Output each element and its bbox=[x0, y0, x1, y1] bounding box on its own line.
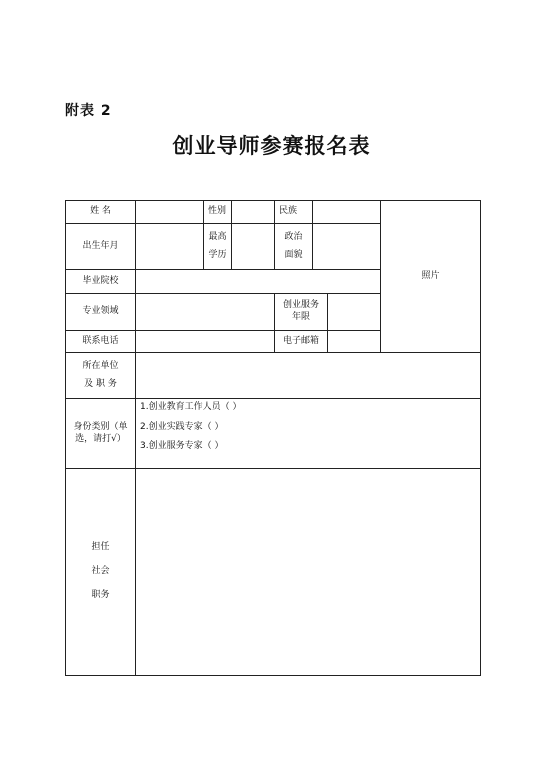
education-input-cell[interactable] bbox=[232, 224, 275, 270]
identity-category-label: 身份类别（单 选，请打√） bbox=[66, 399, 136, 469]
education-label: 最高 学历 bbox=[204, 224, 232, 270]
birth-date-label: 出生年月 bbox=[66, 224, 136, 270]
employer-position-label: 所在单位 及 职 务 bbox=[66, 353, 136, 399]
service-years-label: 创业服务 年限 bbox=[275, 294, 328, 331]
major-field-label: 专业领域 bbox=[66, 294, 136, 331]
name-label: 姓 名 bbox=[66, 201, 136, 224]
identity-option-3[interactable]: 3.创业服务专家（ ） bbox=[140, 441, 224, 452]
identity-options-cell[interactable] bbox=[136, 399, 481, 469]
form-title: 创业导师参赛报名表 bbox=[172, 134, 371, 158]
gender-label: 性别 bbox=[204, 201, 232, 224]
email-label: 电子邮箱 bbox=[275, 331, 328, 353]
social-positions-input-cell[interactable] bbox=[136, 469, 481, 676]
identity-option-2[interactable]: 2.创业实践专家（ ） bbox=[140, 421, 224, 432]
political-status-input-cell[interactable] bbox=[313, 224, 381, 270]
identity-option-1[interactable]: 1.创业教育工作人员（ ） bbox=[140, 402, 242, 412]
attachment-label: 附表 2 bbox=[65, 103, 112, 119]
graduate-school-input-cell[interactable] bbox=[136, 270, 381, 294]
name-input-cell[interactable] bbox=[136, 201, 204, 224]
phone-input-cell[interactable] bbox=[136, 331, 275, 353]
employer-position-input-cell[interactable] bbox=[136, 353, 481, 399]
political-status-label: 政治 面貌 bbox=[275, 224, 313, 270]
social-positions-label: 担任 社会 职务 bbox=[66, 469, 136, 676]
gender-input-cell[interactable] bbox=[232, 201, 275, 224]
email-input-cell[interactable] bbox=[328, 331, 481, 353]
phone-label: 联系电话 bbox=[66, 331, 136, 353]
graduate-school-label: 毕业院校 bbox=[66, 270, 136, 294]
major-field-input-cell[interactable] bbox=[136, 294, 275, 331]
registration-form-table bbox=[65, 200, 481, 676]
service-years-input-cell[interactable] bbox=[328, 294, 381, 331]
ethnicity-label: 民族 bbox=[275, 201, 313, 224]
photo-cell[interactable]: 照片 bbox=[381, 201, 481, 353]
ethnicity-input-cell[interactable] bbox=[313, 201, 381, 224]
birth-date-input-cell[interactable] bbox=[136, 224, 204, 270]
